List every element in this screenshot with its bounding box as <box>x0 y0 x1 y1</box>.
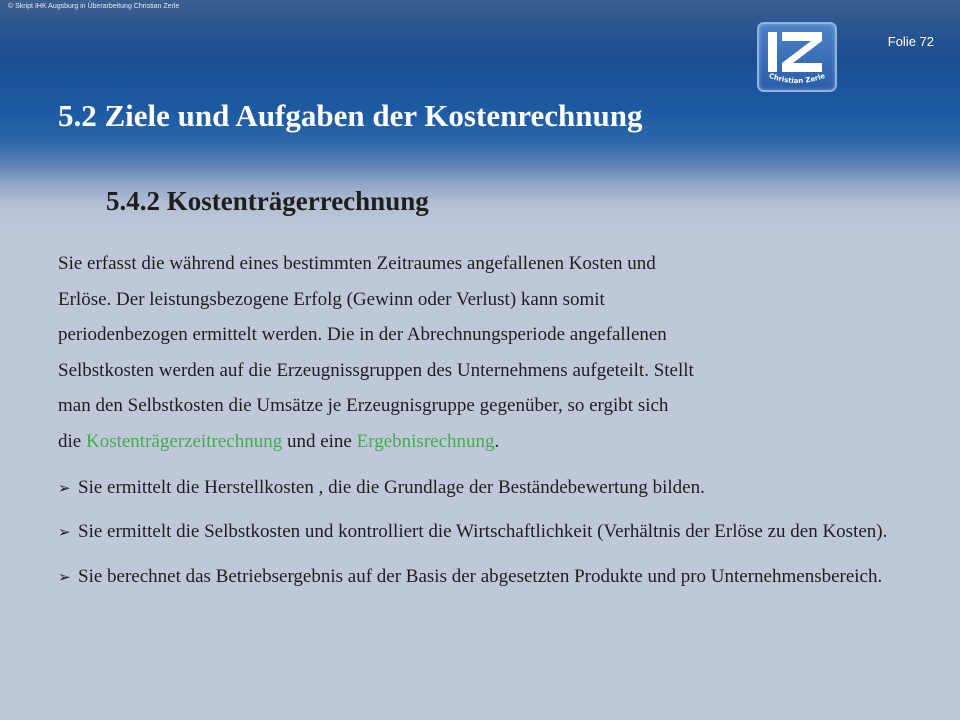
svg-text:Christian Zerle <box>768 72 827 85</box>
bullet-text: Sie ermittelt die Selbstkosten und kontrolliert die Wirtschaftlichkeit (Verhältnis der Erlöse zu den Kosten). <box>78 521 888 542</box>
arrow-bullet-icon: ➢ <box>58 568 71 586</box>
logo-wordmark: Christian Zerle <box>767 71 827 86</box>
paragraph-line-middle: und eine <box>282 430 357 452</box>
paragraph-line: Selbstkosten werden auf die Erzeugnissgruppen des Unternehmens aufgeteilt. Stellt <box>58 359 694 381</box>
company-logo <box>757 22 837 92</box>
bullet-item <box>58 565 922 589</box>
paragraph-line: man den Selbstkosten die Umsätze je Erzeugnisgruppe gegenüber, so ergibt sich <box>58 395 669 416</box>
bullet-text: Sie ermittelt die Herstellkosten , die die Grundlage der Beständebewertung bilden. <box>78 477 705 498</box>
arrow-bullet-icon: ➢ <box>58 523 71 541</box>
paragraph-line: Sie erfasst die während eines bestimmten Zeitraumes angefallenen Kosten und <box>58 253 656 274</box>
paragraph-line-suffix: . <box>494 430 500 452</box>
highlight-kostentraegerzeitrechnung: Kostenträgerzeitrechnung <box>85 430 283 452</box>
slide-title: 5.2 Ziele und Aufgaben der Kostenrechnung <box>58 98 643 133</box>
arrow-bullet-icon: ➢ <box>58 479 71 497</box>
bullet-text: Sie berechnet das Betriebsergebnis auf der Basis der abgesetzten Produkte und pro Unternehmensbereich. <box>78 566 883 587</box>
highlight-ergebnisrechnung: Ergebnisrechnung <box>356 430 495 452</box>
bullet-item <box>58 520 922 544</box>
paragraph-line: periodenbezogen ermittelt werden. Die in der Abrechnungsperiode angefallenen <box>58 324 667 345</box>
copyright-note: © Skript IHK Augsburg in Überarbeitung Christian Zerle <box>8 3 180 10</box>
section-heading: 5.4.2 Kostenträgerrechnung <box>106 186 429 216</box>
bullet-item <box>58 476 922 500</box>
paragraph-line-prefix: die <box>58 430 86 452</box>
intro-paragraph <box>58 246 928 459</box>
paragraph-line: Erlöse. Der leistungsbezogene Erfolg (Gewinn oder Verlust) kann somit <box>58 288 605 310</box>
slide-body <box>58 246 928 589</box>
slide-number: Folie 72 <box>887 34 934 49</box>
